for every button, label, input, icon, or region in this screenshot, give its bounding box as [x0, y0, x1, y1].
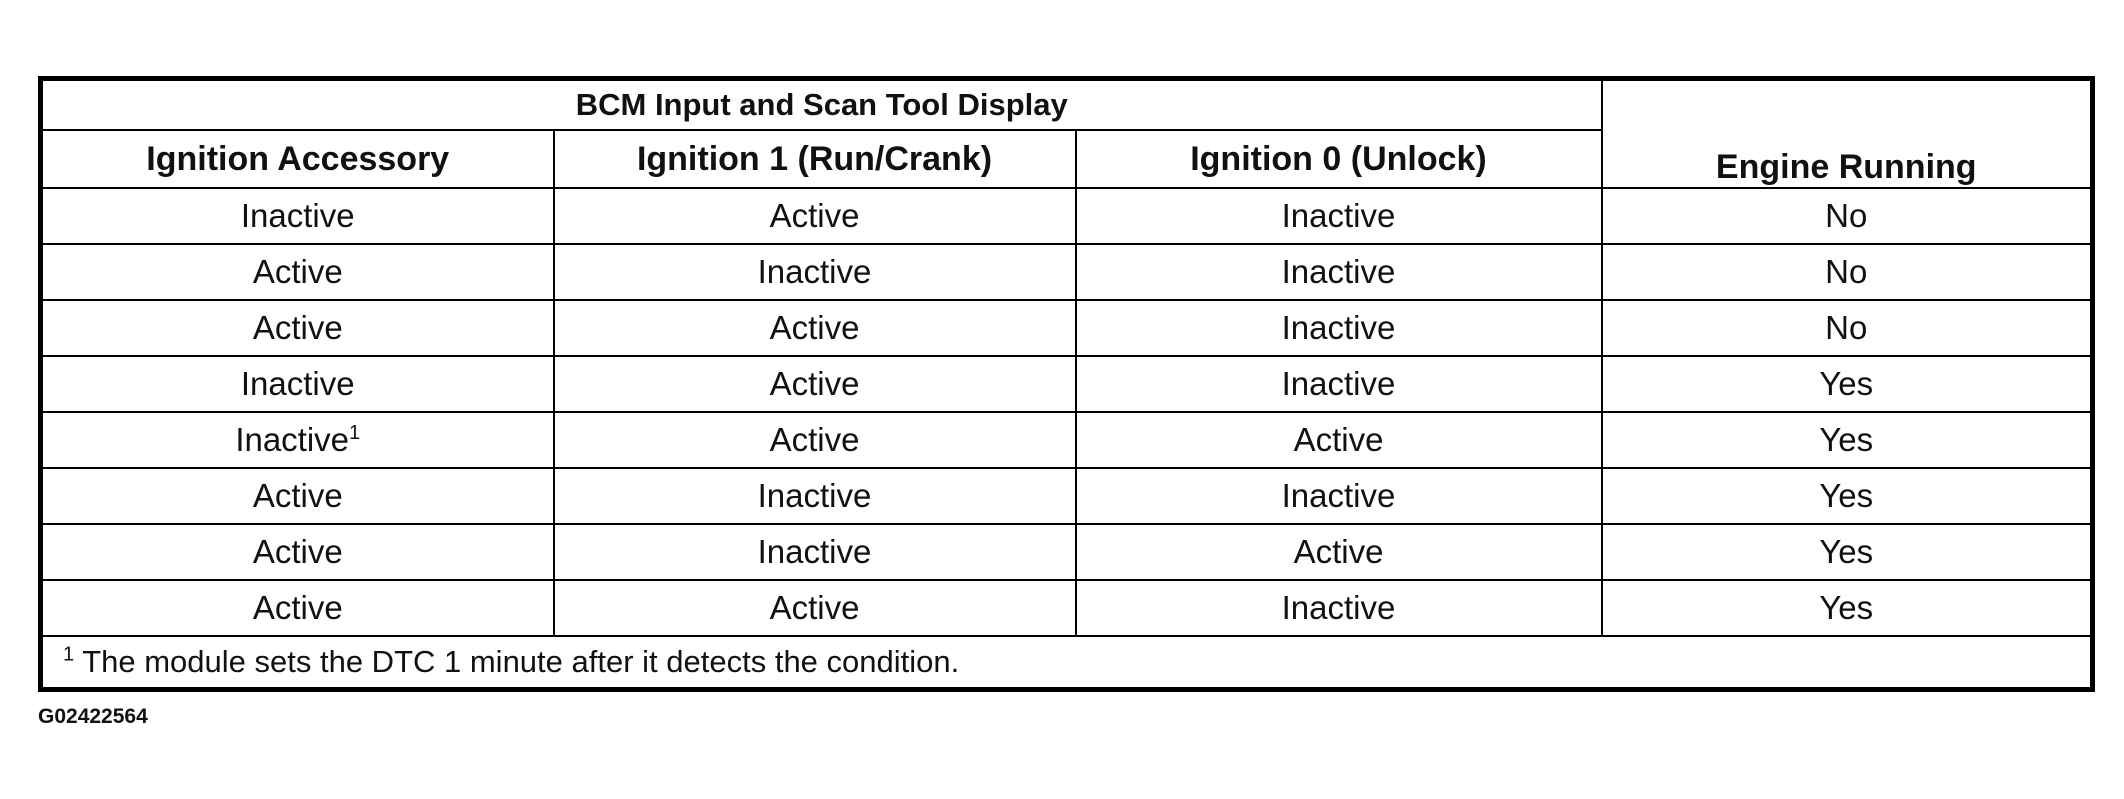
header-ignition-1: Ignition 1 (Run/Crank)	[554, 130, 1076, 188]
table-cell: Inactive	[1076, 356, 1602, 412]
table-cell: Active	[41, 300, 554, 356]
table-cell: Active	[554, 300, 1076, 356]
table-cell: Active	[554, 412, 1076, 468]
table-cell	[41, 412, 554, 468]
header-ignition-accessory: Ignition Accessory	[41, 130, 554, 188]
table-row	[41, 244, 2093, 300]
table-banner: BCM Input and Scan Tool Display	[41, 79, 1602, 131]
table-row	[41, 524, 2093, 580]
footnote-row	[41, 636, 2093, 690]
table-cell: Inactive	[554, 244, 1076, 300]
table-cell: Active	[41, 468, 554, 524]
footnote-marker: 1	[349, 422, 361, 444]
header-ignition-0: Ignition 0 (Unlock)	[1076, 130, 1602, 188]
table-row	[41, 412, 2093, 468]
cell-text: Inactive	[235, 421, 350, 458]
table-cell: Yes	[1602, 580, 2093, 636]
footnote	[41, 636, 2093, 690]
table-cell: Active	[554, 580, 1076, 636]
table-cell: Inactive	[1076, 468, 1602, 524]
table-cell: Active	[41, 244, 554, 300]
table-cell: Inactive	[1076, 580, 1602, 636]
table-cell: Active	[41, 580, 554, 636]
table-cell: Inactive	[1076, 300, 1602, 356]
table-cell: No	[1602, 188, 2093, 244]
table-cell: Yes	[1602, 468, 2093, 524]
table-cell: Active	[554, 356, 1076, 412]
table-cell: Yes	[1602, 524, 2093, 580]
footnote-text: The module sets the DTC 1 minute after it detects the condition.	[82, 644, 960, 679]
table-row	[41, 356, 2093, 412]
table-cell: Inactive	[554, 468, 1076, 524]
table-cell: Yes	[1602, 356, 2093, 412]
table-cell: Yes	[1602, 412, 2093, 468]
table-cell: Inactive	[1076, 188, 1602, 244]
table-cell: Inactive	[1076, 244, 1602, 300]
figure-id: G02422564	[38, 705, 148, 728]
table-cell: Active	[1076, 412, 1602, 468]
table-row	[41, 188, 2093, 244]
header-engine-running: Engine Running	[1602, 79, 2093, 189]
table-cell: No	[1602, 244, 2093, 300]
bcm-input-table	[38, 76, 2095, 692]
footnote-number: 1	[63, 643, 75, 666]
table-cell: Inactive	[554, 524, 1076, 580]
table-cell: Active	[41, 524, 554, 580]
table-cell: Inactive	[41, 188, 554, 244]
table-cell: Active	[1076, 524, 1602, 580]
table-row	[41, 580, 2093, 636]
bcm-table-container	[38, 76, 2090, 692]
table-cell: Active	[554, 188, 1076, 244]
table-row	[41, 300, 2093, 356]
table-cell: No	[1602, 300, 2093, 356]
table-row	[41, 468, 2093, 524]
table-cell: Inactive	[41, 356, 554, 412]
